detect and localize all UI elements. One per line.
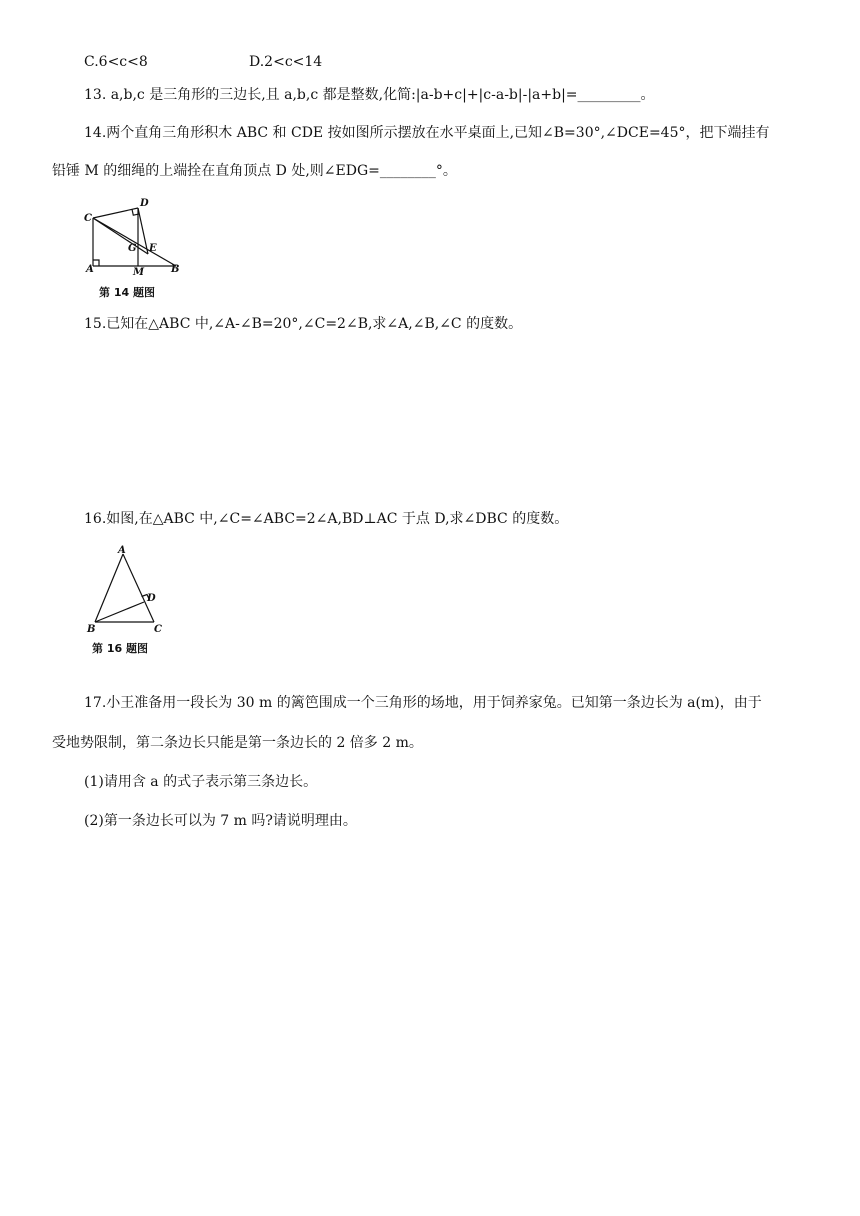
label-c: C [154,624,162,634]
label-m: M [133,267,145,276]
option-c: C.6<c<8 [84,54,148,70]
question-15: 15.已知在△ABC 中,∠A-∠B=20°,∠C=2∠B,求∠A,∠B,∠C 的度数。 [84,316,523,332]
figure-14-caption: 第 14 题图 [99,286,155,299]
segment-ac [123,554,154,622]
label-g: G [128,243,137,254]
label-c: C [84,213,92,224]
label-b: B [87,624,96,634]
question-14-line1: 14.两个直角三角形积木 ABC 和 CDE 按如图所示摆放在水平桌面上,已知∠B=30°,∠DCE=45°，把下端挂有 [84,125,770,141]
question-17-line1: 17.小王准备用一段长为 30 m 的篱笆围成一个三角形的场地，用于饲养家兔。已知第一条边长为 a(m)，由于 [84,695,762,711]
label-a: A [86,264,94,275]
label-e: E [149,243,157,254]
segment-cd [93,208,138,218]
question-13: 13. a,b,c 是三角形的三边长,且 a,b,c 都是整数,化简:|a-b+c|+|c-a-b|-|a+b|=_________。 [84,87,655,103]
segment-cb [93,218,176,266]
label-b: B [171,264,180,275]
figure-14 [82,194,182,276]
question-17-part1: (1)请用含 a 的式子表示第三条边长。 [84,774,318,790]
question-16: 16.如图,在△ABC 中,∠C=∠ABC=2∠A,BD⊥AC 于点 D,求∠DBC 的度数。 [84,511,569,527]
question-17-part2: (2)第一条边长可以为 7 m 吗?请说明理由。 [84,813,357,829]
label-d: D [140,198,149,209]
question-14-line2: 铅锤 M 的细绳的上端拴在直角顶点 D 处,则∠EDG=________°。 [52,163,457,179]
figure-16-caption: 第 16 题图 [92,642,148,655]
figure-16 [84,542,170,634]
segment-ce [93,218,148,254]
right-angle-mark-a [93,260,99,266]
label-a: A [118,545,126,556]
question-17-line2: 受地势限制，第二条边长只能是第一条边长的 2 倍多 2 m。 [52,735,423,751]
option-d: D.2<c<14 [249,54,323,70]
label-d: D [147,593,156,604]
